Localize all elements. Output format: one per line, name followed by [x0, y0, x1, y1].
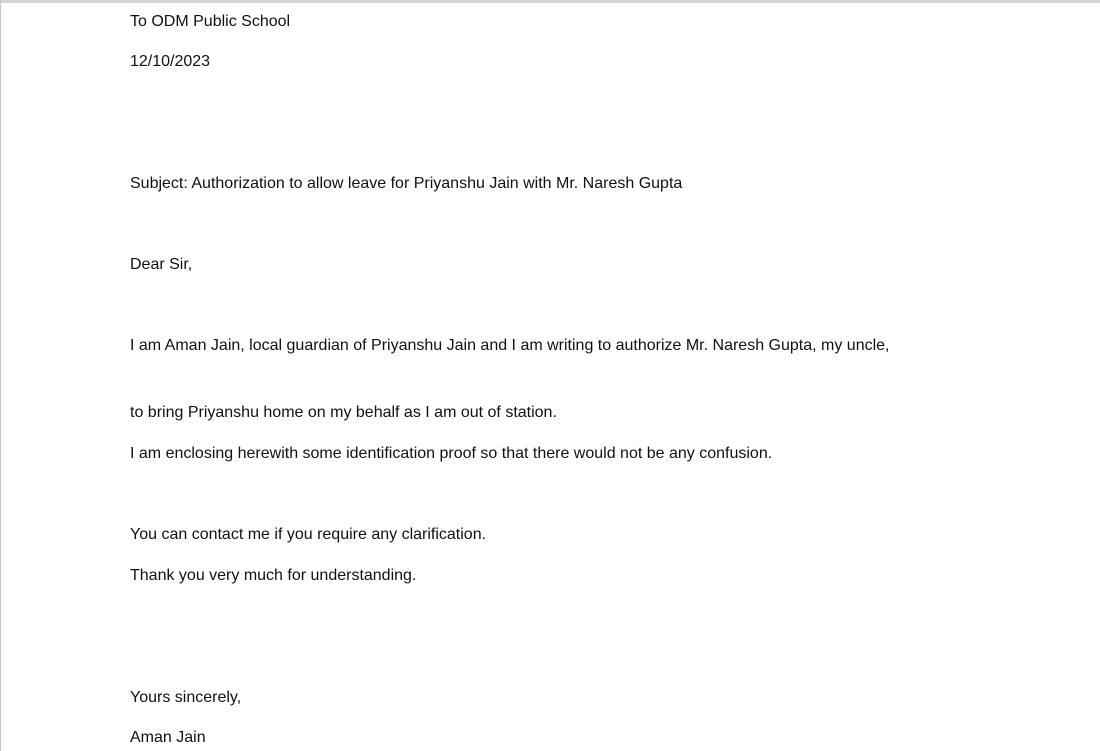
body-paragraph-4: You can contact me if you require any clarification.: [130, 526, 487, 543]
body-paragraph-5: Thank you very much for understanding.: [130, 567, 417, 584]
page-top-edge: [0, 0, 1100, 3]
page-left-edge: [0, 0, 1, 751]
date-line: 12/10/2023: [130, 53, 211, 70]
signature-name: Aman Jain: [130, 729, 206, 746]
body-paragraph-1: I am Aman Jain, local guardian of Priyanshu Jain and I am writing to authorize Mr. Naresh Gupta, my uncle,: [130, 337, 890, 354]
recipient-line: To ODM Public School: [130, 13, 291, 30]
subject-line: Subject: Authorization to allow leave for Priyanshu Jain with Mr. Naresh Gupta: [130, 175, 683, 192]
body-paragraph-2: to bring Priyanshu home on my behalf as I am out of station.: [130, 404, 557, 421]
body-paragraph-3: I am enclosing herewith some identification proof so that there would not be any confusion.: [130, 445, 773, 462]
salutation: Dear Sir,: [130, 256, 193, 273]
closing: Yours sincerely,: [130, 689, 242, 706]
